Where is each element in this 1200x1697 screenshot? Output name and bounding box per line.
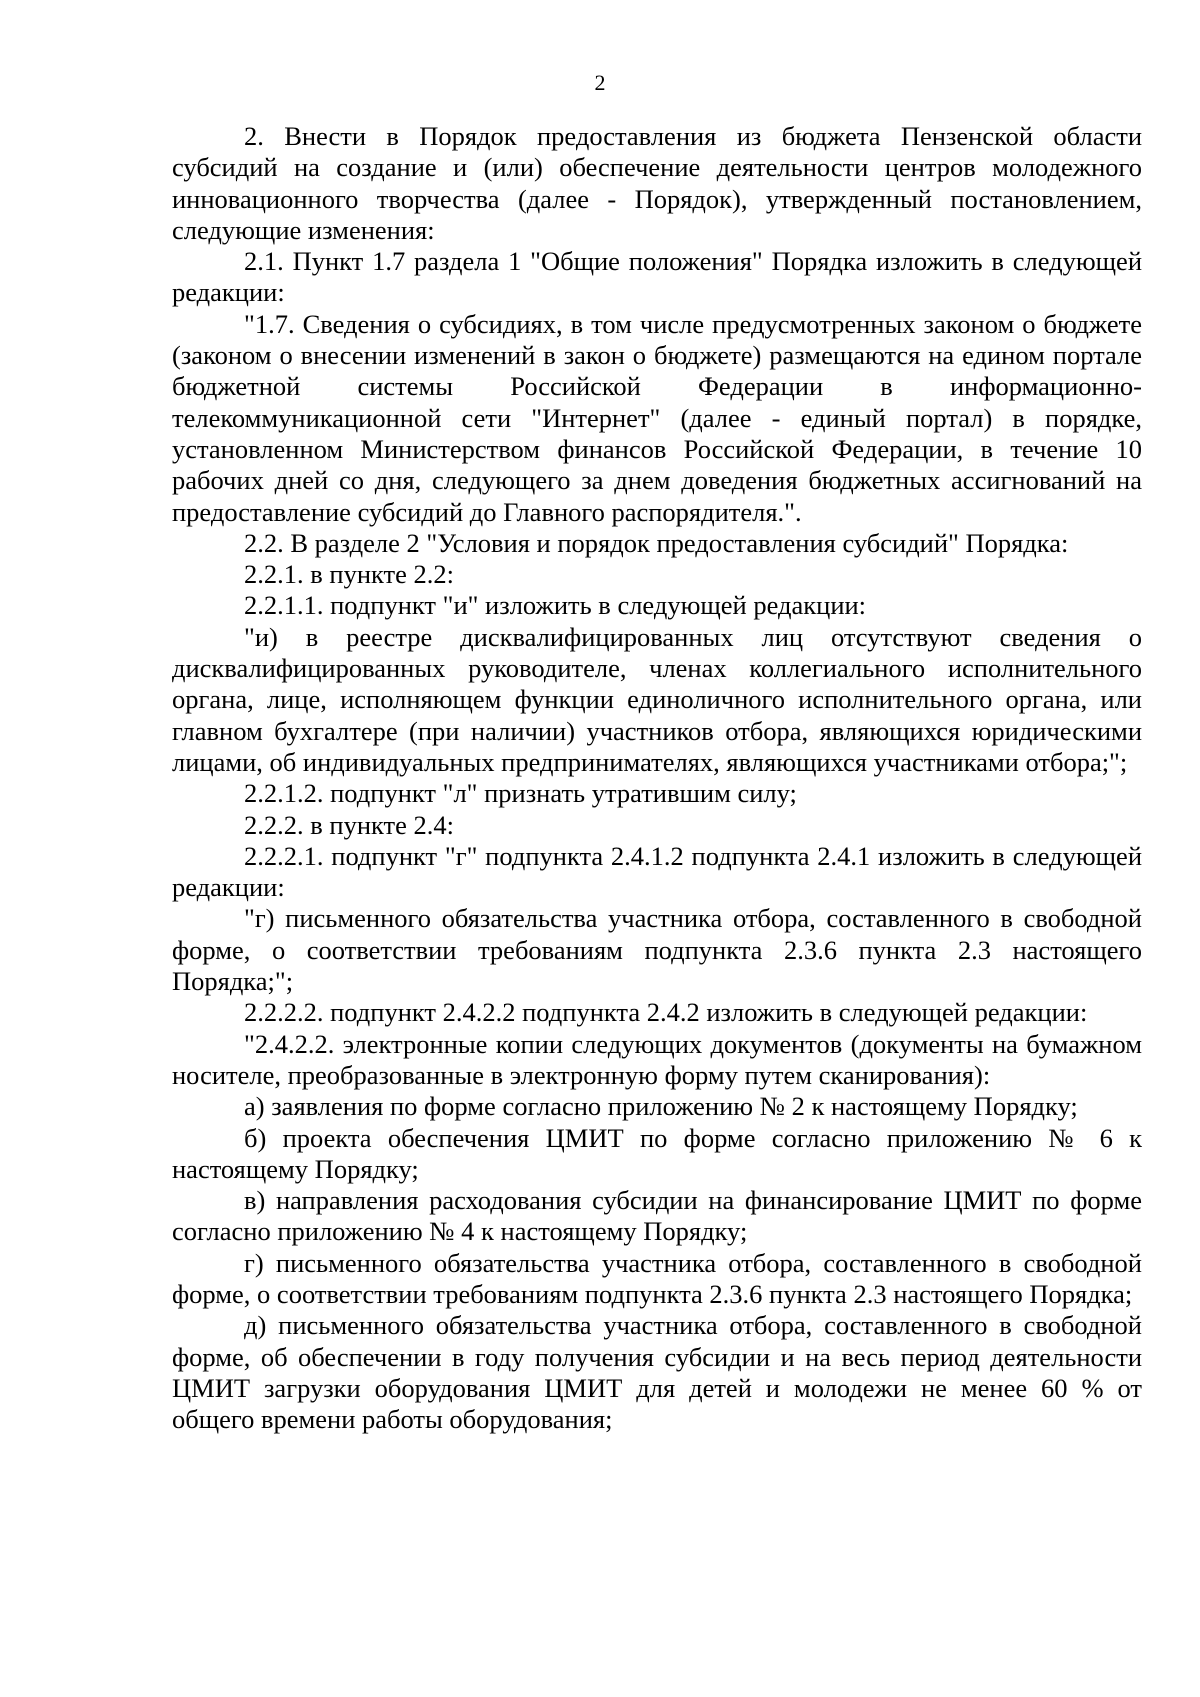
paragraph-2-1: 2.1. Пункт 1.7 раздела 1 "Общие положения" Порядка изложить в следующей редакции: [172, 246, 1142, 308]
paragraph-2-2-2: 2.2.2. в пункте 2.4: [244, 809, 454, 840]
document-body [172, 121, 1142, 1435]
paragraph-2-4-2-2-text: "2.4.2.2. электронные копии следующих документов (документы на бумажном носителе, преобразованные в электронную форму путем сканирования): [172, 1028, 1142, 1090]
paragraph-2-2-1: 2.2.1. в пункте 2.2: [244, 559, 454, 590]
page-number: 2 [594, 70, 606, 95]
paragraph-2: 2. Внести в Порядок предоставления из бюджета Пензенской области субсидий на создание и (или) обеспечение деятельности центров молодежного инновационного творчества (далее - Порядок), утвержденный постановлением, следующие изменения: [172, 121, 1142, 245]
paragraph-2-2-1-1: 2.2.1.1. подпункт "и" изложить в следующей редакции: [244, 590, 867, 621]
list-item-a: а) заявления по форме согласно приложению № 2 к настоящему Порядку; [244, 1091, 1078, 1122]
paragraph-2-2-2-1: 2.2.2.1. подпункт "г" подпункта 2.4.1.2 подпункта 2.4.1 изложить в следующей редакции: [172, 840, 1142, 903]
paragraph-2-2-1-2: 2.2.1.2. подпункт "л" признать утратившим силу; [244, 778, 797, 809]
paragraph-1-7-text: "1.7. Сведения о субсидиях, в том числе предусмотренных законом о бюджете (законом о внесении изменений в закон о бюджете) размещаются на едином портале бюджетной системы Российской Федерации в информационно-телекоммуникационной сети "Интернет" (далее - единый портал) в порядке, установленном Министерством финансов Российской Федерации, в течение 10 рабочих дней со дня, следующего за днем доведения бюджетных ассигнований на предоставление субсидий до Главного распорядителя.". [172, 308, 1142, 527]
list-item-d: д) письменного обязательства участника отбора, составленного в свободной форме, об обеспечении в году получения субсидии и на весь период деятельности ЦМИТ загрузки оборудования ЦМИТ для детей и молодежи не менее 60 % от общего времени работы оборудования; [172, 1310, 1142, 1435]
paragraph-2-2-2-2: 2.2.2.2. подпункт 2.4.2.2 подпункта 2.4.2 изложить в следующей редакции: [244, 997, 1088, 1028]
list-item-v: в) направления расходования субсидии на финансирование ЦМИТ по форме согласно приложению № 4 к настоящему Порядку; [172, 1185, 1142, 1247]
list-item-b: б) проекта обеспечения ЦМИТ по форме согласно приложению № 6 к настоящему Порядку; [172, 1122, 1142, 1184]
paragraph-2-2: 2.2. В разделе 2 "Условия и порядок предоставления субсидий" Порядка: [244, 527, 1069, 558]
list-item-g: г) письменного обязательства участника отбора, составленного в свободной форме, о соответствии требованиям подпункта 2.3.6 пункта 2.3 настоящего Порядка; [172, 1247, 1142, 1309]
paragraph-subitem-g-text: "г) письменного обязательства участника отбора, составленного в свободной форме, о соответствии требованиям подпункта 2.3.6 пункта 2.3 настоящего Порядка;"; [172, 903, 1142, 997]
paragraph-subitem-i-text: "и) в реестре дисквалифицированных лиц отсутствуют сведения о дисквалифицированных руководителе, членах коллегиального исполнительного органа, лице, исполняющем функции единоличного исполнительного органа, или главном бухгалтере (при наличии) участников отбора, являющихся юридическими лицами, об индивидуальных предпринимателях, являющихся участниками отбора;"; [172, 621, 1142, 777]
